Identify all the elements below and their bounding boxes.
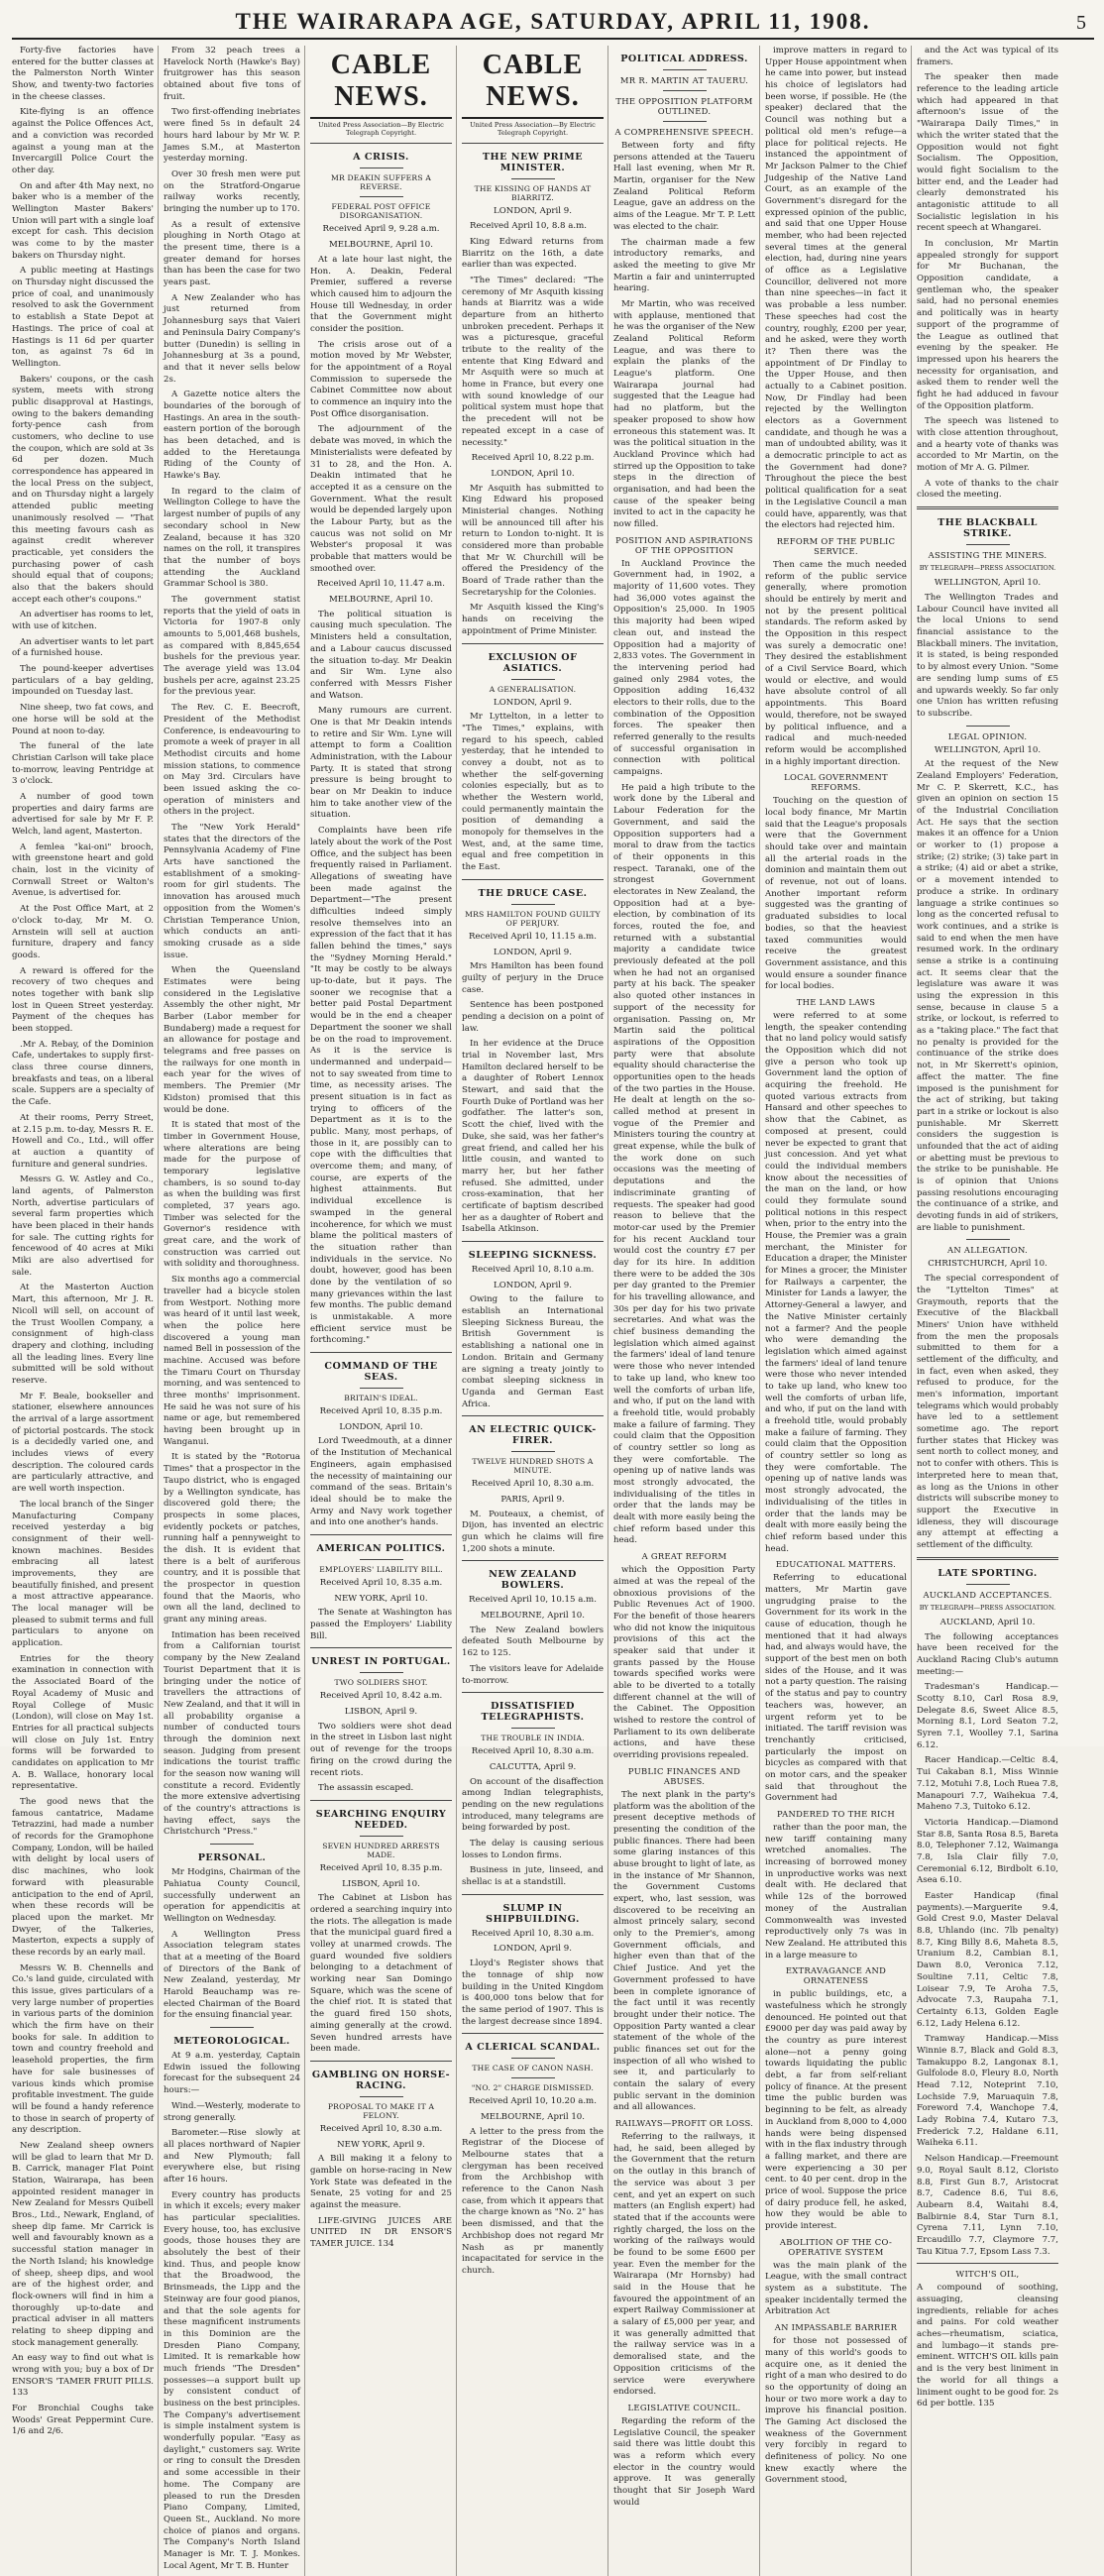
article-paragraph: Messrs W. B. Chennells and Co.'s land guide, circulated with this issue, gives particulars of a very large number of properties in various parts of the dominion which the firm have on their books for sale. In addition to town and country freehold and leasehold properties, the firm have for sale businesses of various kinds which promise profitable investment. The guide will be found a handy reference to those in search of property of any description. [12, 1962, 154, 2136]
place-dateline: WELLINGTON, April 10. [934, 578, 1042, 589]
article-paragraph: The crisis arose out of a motion moved by Mr Webster, for the appointment of a Royal Commission to supersede the Cabinet Committee now about to commence an inquiry into the Post Office disorganisation. [310, 339, 452, 419]
news-subheadline: THE KISSING OF HANDS AT BIARRITZ. [474, 184, 592, 203]
separator-rule [462, 1560, 604, 1561]
subheading: POSITION AND ASPIRATIONS OF THE OPPOSITION [615, 534, 753, 555]
place-dateline: NEW YORK, April 10. [334, 1593, 428, 1604]
article-paragraph: Complaints have been rife lately about the work of the Post Office, and the subject has been frequently raised in Parliament. Allegations of sweating have been made against the Department—"The present difficulties indeed simply resolve themselves into an expression of the fact that it has fallen behind the times," says the "Sydney Morning Herald." "It may be costly to be always up-to-date, but it pays. The sooner we recognise that a better paid Postal Department would be in the end a cheaper Department the sooner we shall be on the road to improvement. As it is the service is undermanned and underpaid—not to say sweated from time to time, as necessity arises. The present situation is in fact as trying to officers of the Department as it is to the public. Many, most perhaps, of those in it, are possibly can to cope with the difficulties that overcome them; and many, of course, are experts of the highest attainments. But individual excellence is swamped in the general incoherence, for which we must blame the political masters of the situation rather than individuals in the service. No doubt, however, good has been done by the ventilation of so many grievances within the last few months. The public demand is unmistakable. A more efficient service must be forthcoming." [310, 826, 452, 1346]
news-headline: SLEEPING SICKNESS. [468, 1250, 598, 1262]
separator-rule [360, 1559, 403, 1560]
column-6 [765, 46, 907, 2576]
received-dateline: Received April 10, 8.30 a.m. [471, 1479, 595, 1490]
article-paragraph: Many rumours are current. One is that Mr Deakin intends to retire and Sir Wm. Lyne will attempt to form a Coalition Administration, with the Labour Party. It is stated that strong pressure is being brought to bear on Mr Deakin to induce him to take another view of the situation. [310, 706, 452, 821]
subheading: LOCAL GOVERNMENT REFORMS. [784, 772, 888, 793]
article-paragraph: Racer Handicap.—Celtic 8.4, Tui Cakaban 8.1, Miss Winnie 7.12, Motuhi 7.8, Loch Ruea 7.8, Manapouri 7.7, Waihekua 7.4, Maheno 7.3, Tuitoko 6.12. [917, 1755, 1059, 1813]
news-subheadline: A GENERALISATION. [489, 684, 577, 694]
column-7 [917, 46, 1058, 2576]
article-paragraph: The following acceptances have been received for the Auckland Racing Club's autumn meeting:— [917, 1631, 1058, 1677]
article-paragraph: Mr Martin, who was received with applause, mentioned that he was the organiser of the New Zealand Political Reform League, and was there to explain the planks of the League's platform. One Wairarapa journal had suggested that the League had had no platform, but the speaker proposed to show how erroneous this statement was. It was the political situation in the Auckland Province which had stirred up the Opposition to take steps in the direction of organisation, and had been the cause of the speaker being invited to act in the capacity he now filled. [613, 298, 755, 529]
article-paragraph: Forty-five factories have entered for the butter classes at the Palmerston North Winter Show, and twenty-two factories in the cheese classes. [12, 46, 154, 102]
article-paragraph: In her evidence at the Druce trial in November last, Mrs Hamilton declared herself to be a daughter of Robert Lennox Stewart, and said that the Fourth Duke of Portland was her godfather. The latter's son, Scott the chief, lived with the Duke, she said, was her father's great friend, and called her his little cousin, and wanted to marry her, but her father refused. She admitted, under cross-examination, that her certificate of baptism described her as a daughter of Robert and Isabella Atkinson. [462, 1039, 604, 1235]
article-paragraph: From 32 peach trees a Havelock North (Hawke's Bay) fruitgrower has this season obtained about five tons of fruit. [164, 46, 300, 102]
place-dateline: LONDON, April 9. [494, 697, 572, 708]
article-paragraph: An advertiser wants to let part of a furnished house. [12, 636, 154, 659]
news-subheadline: THE TROUBLE IN INDIA. [481, 1734, 585, 1743]
place-dateline: LONDON, April 9. [494, 1944, 572, 1955]
article-paragraph: The Wellington Trades and Labour Council have invited all the local Unions to send financial assistance to the Blackball miners. The invitation, it is stated, is being responded to by almost every Union. "Some are sending lump sums of £5 and upwards weekly. So far only one Union has written refusing to subscribe. [917, 593, 1058, 719]
subheading: EXTRAVAGANCE AND ORNATENESS [785, 1965, 887, 1986]
article-paragraph: The good news that the famous cantatrice, Madame Tetrazzini, had made a number of records for the Gramophone Company, London, will be hailed with delight by local users of disc machines, who look forward with pleasurable anticipation to the end of April, when these records will be placed upon the market. Mr Dwyer, of the Talkeries, Masterton, expects a supply of these records by an early mail. [12, 1797, 154, 1958]
separator-rule [917, 2263, 1058, 2264]
separator-rule [360, 196, 403, 197]
news-subheadline: SEVEN HUNDRED ARRESTS MADE. [322, 1841, 440, 1859]
place-dateline: LONDON, April 9. [494, 1280, 572, 1290]
place-dateline: LONDON, April 9. [494, 206, 572, 217]
received-dateline: Received April 10, 11.47 a.m. [317, 579, 445, 590]
place-dateline: NEW YORK, April 9. [337, 2139, 425, 2150]
received-dateline: Received April 10, 8.22 p.m. [471, 453, 595, 464]
separator-rule [462, 1692, 604, 1693]
article-paragraph: At the Post Office Mart, at 2 o'clock to-day, Mr M. O. Arnstein will sell at auction furniture, drapery and fancy goods. [12, 904, 154, 960]
article-paragraph: It is stated by the "Rotorua Times" that a prospector in the Taupo district, who is engaged by a Wellington syndicate, has discovered gold there; the prospects in some places, evidently pockets or patches, running half a pennyweight to the dish. It is evident that there is a belt of auriferous country, and it is possible that the prospector in question found that the Maoris, who own all the land, declined to grant any mining areas. [164, 1452, 300, 1625]
place-dateline: MELBOURNE, April 10. [329, 240, 433, 251]
news-headline: A CLERICAL SCANDAL. [465, 2042, 601, 2054]
separator-rule [310, 1534, 452, 1535]
article-paragraph: Bakers' coupons, or the cash system, meets with strong public disapproval at Hastings, owing to the bakers demanding forty-pence cash from customers, who decline to use the coupon, which are sold at 3s 6d per dozen. Much correspondence has appeared in the local Press on the subject, and on Thursday night a largely attended public meeting unanimously resolved — "That this meeting favours cash as against credit wherever practicable, yet considers the purchasing power of cash should equal that of coupons; also that the bakers should accept each other's coupons." [12, 374, 154, 605]
article-paragraph: The funeral of the late Christian Carlson will take place to-morrow, leaving Pentridge at 3 o'clock. [12, 741, 154, 787]
article-paragraph: Between forty and fifty persons attended at the Taueru Hall last evening, when Mr R. Martin, organiser for the New Zealand Political Reform League, gave an address on the aims of the League. Mr T. P. Lett was elected to the chair. [613, 141, 755, 232]
article-paragraph: The adjournment of the debate was moved, in which the Ministerialists were defeated by 31 to 28, and the Hon. A. Deakin intimated that he accepted it as a censure on the Government. What the result would be depended largely upon the Labour Party, but as the caucus was not solid on Mr Webster's proposal it was probable that matters would be smoothed over. [310, 424, 452, 574]
separator-rule [360, 1388, 403, 1389]
received-dateline: Received April 10, 8.30 a.m. [471, 1928, 595, 1939]
place-dateline: MELBOURNE, April 10. [481, 2111, 585, 2122]
subheading: A COMPREHENSIVE SPEECH. [614, 127, 754, 137]
section-heading: METEOROLOGICAL. [173, 2036, 290, 2048]
article-paragraph: Owing to the failure to establish an International Sleeping Sickness Bureau, the British Government is establishing a national one in London. Britain and Germany are signing a treaty jointly to combat sleeping sickness in Uganda and German East Africa. [462, 1294, 604, 1409]
news-headline: NEW ZEALAND BOWLERS. [489, 1569, 577, 1592]
article-paragraph: The visitors leave for Adelaide to-morrow. [462, 1663, 604, 1686]
article-paragraph: Mr F. Beale, bookseller and stationer, elsewhere announces the arrival of a large assortment of pictorial postcards. The stock is a decidedly varied one, and includes views of every description. The coloured cards are particularly attractive, and are well worth inspection. [12, 1391, 154, 1495]
news-headline: THE DRUCE CASE. [478, 887, 588, 899]
news-headline: A CRISIS. [353, 152, 409, 164]
news-subheadline: PROPOSAL TO MAKE IT A FELONY. [327, 2101, 435, 2120]
subheading: LEGAL OPINION. [947, 730, 1028, 741]
article-paragraph: A Wellington Press Association telegram states that at a meeting of the Board of Directors of the Bank of New Zealand, yesterday, Mr Harold Beauchamp was re-elected Chairman of the Board for the ensuing financial year. [164, 1929, 300, 2021]
separator-rule [511, 679, 555, 680]
subheading: EDUCATIONAL MATTERS. [775, 1559, 897, 1570]
place-dateline: LONDON, April 10. [339, 1421, 423, 1432]
article-paragraph: The special correspondent of the "Lyttelton Times" at Graymouth, reports that the Executive of the Blackball Miners' Union have withheld from the men the proposals submitted to them for a settlement of the difficulty, and in fact, even when asked, they refused to produce, for the men's information, important telegrams which would probably have led to a settlement sometime ago. The report further states that Hickey was sent north to collect money, and not to confer with others. This is interpreted here to mean that, as long as the Unions in other districts will subscribe money to support the Executive in idleness, they will discourage any attempt at effecting a settlement of the difficulty. [917, 1274, 1058, 1550]
section-heading: THE BLACKBALL STRIKE. [938, 517, 1038, 540]
article-paragraph: New Zealand sheep owners will be glad to learn that Mr D. B. Carrick, manager Flat Point Station, Wairarapa, has been appointed resident manager in New Zealand for Messrs Quibell Bros., Ltd., Newark, England, of sheep dip fame. Mr Carrick is well and favourably known as a successful station manager in the North Island; his knowledge of sheep, sheep dips, and wool are of the highest order, and flock-owners will find in him a thoroughly up-to-date and practical adviser in all matters relating to sheep dipping and stock management generally. [12, 2140, 154, 2348]
separator-rule [462, 1415, 604, 1416]
article-paragraph: Referring to the railways, it had, he said, been alleged by the Government that the return on the outlay in this branch of the service was about 3 per cent, and yet an expert on such matters (an English expert) had stated that if the accounts were rightly charged, the loss on the working of the railways would be found to be some £600 per year. Even the member for the Wairarapa (Mr Hornsby) had said in the House that he favoured the appointment of an expert Railway Commissioner at a salary of £5,000 per year, and it was generally admitted that the railway service was in a demoralised state, and the Opposition criticisms of the service were everywhere endorsed. [613, 2132, 755, 2398]
article-paragraph: Victoria Handicap.—Diamond Star 8.8, Santa Rosa 8.5, Bareta 8.0, Telephoner 7.12, Waimanga 7.8, Isla Clair filly 7.0, Ceremonial 6.12, Birdbolt 6.10, Asea 6.10. [917, 1817, 1058, 1886]
article-paragraph: was the main plank of the League, with the small contract system as a substitute. The speaker incidentally termed the Arbitration Act [765, 2260, 907, 2317]
article-paragraph: Touching on the question of local body finance, Mr Martin said that the League's proposals were that the Government should take over and maintain all the arterial roads in the dominion and maintain them out of revenue, not out of loans. Another important reform suggested was the granting of graduated subsidies to local bodies, so that the heaviest taxed communities would receive the greatest Government assistance, and this would ensure a sounder finance for local bodies. [765, 796, 907, 992]
article-paragraph: Then came the much needed reform of the public service generally, where promotion should be entirely by merit and not by the present political standards. The reform asked by the Opposition in this respect was surely a democratic one! They desired the establishment of a Civil Service Board, which would or elective, and would have absolute control of all appointments. This Board would, therefore, not be swayed by political influence, and a radical and much-needed reform would be accomplished in a highly important direction. [765, 559, 907, 767]
separator-rule [663, 69, 707, 70]
separator-rule [966, 1239, 1010, 1240]
article-paragraph: Every country has products in which it excels; every maker has particular specialities. Every house, too, has exclusive goods, those houses they are absolutely the best of their kind. Thus, and people know that the Broadwood, the Brinsmeads, the Lipp and the Steinway are four good pianos, and that the sole agents for these magnificent instruments in this Dominion are the Dresden Piano Company, Limited. It is remarkable how much friends "The Dresden" possesses—a support built up by consistent conduct of business on the best principles. The Company's advertisement is simple instalment system is wonderfully popular. "Easy as daylight," customers say. Write or ring to consult the Dresden and some accessible in their home. The Company are pleased to run the Dresden Piano Company, Limited, Queen St., Auckland. No more choice of pianos and organs. The Company's North Island Manager is Mr. T. J. Monkes. Local Agent, Mr T. B. Hunter [164, 2189, 300, 2571]
news-subheadline: MRS HAMILTON FOUND GUILTY OF PERJURY. [465, 909, 601, 928]
section-heading: PERSONAL. [197, 1852, 267, 1864]
subheading: LEGISLATIVE COUNCIL. [627, 2402, 741, 2412]
advertisement: An easy way to find out what is wrong with you; buy a box of Dr ENSOR'S 'TAMER FRUIT PILLS. 133 [12, 2353, 154, 2399]
separator-rule [966, 1584, 1010, 1585]
subheading: ASSISTING THE MINERS. [928, 550, 1048, 561]
separator-rule [462, 2033, 604, 2034]
article-paragraph: Intimation has been received from a Californian tourist company by the New Zealand Tourist Department that it is bringing under the notice of travellers the attractions of New Zealand, and that it will in all probability organise a number of conducted tours through the dominion next season. Judging from present indications the tourist traffic for the season now waning will constitute a record. Evidently the more extensive advertising of the country's attractions is having effect, says the Christchurch "Press." [164, 1629, 300, 1838]
article-paragraph: A letter to the press from the Registrar of the Diocese of Melbourne states that a clergyman has been received from the Archbishop with reference to the Canon Nash case, from which it appears that the charge known as "No. 2" has been dismissed, and that the Archbishop does not regard Mr Nash as pr manently incapacitated for service in the church. [462, 2126, 604, 2276]
subheading: ABOLITION OF THE CO-OPERATIVE SYSTEM [779, 2236, 893, 2257]
article-paragraph: A public meeting at Hastings on Thursday night discussed the price of coal, and unanimously resolved to ask the Government to establish a State Depot at Hastings. The price of coal at Hastings is 11 6d per quarter ton, as against 7s 6d in Wellington. [12, 266, 154, 369]
article-paragraph: Two soldiers were shot dead in the street in Lisbon last night out of revenge for the troops firing on the crowd during the recent riots. [310, 1721, 452, 1778]
separator-rule [360, 1836, 403, 1837]
received-dateline: Received April 10, 11.15 a.m. [469, 931, 597, 942]
separator-rule [511, 904, 555, 905]
article-paragraph: "The Times" declared: "The ceremony of Mr Asquith kissing hands at Biarritz was a wide departure from an hitherto unbroken precedent. Perhaps it was a picturesque, graceful tribute to the reality of the entente that King Edward and Mr Asquith were so much at home in France, but every one with sound knowledge of our political system must hope that the precedent will not be repeated except in a case of necessity." [462, 275, 604, 448]
separator-rule [511, 1451, 555, 1452]
article-paragraph: Kite-flying is an offence against the Police Offences Act, and a conviction was recorded against a young man at the Invercargill Police Court the other day. [12, 107, 154, 175]
article-paragraph: Tramway Handicap.—Miss Winnie 8.7, Black and Gold 8.3, Tamakuppo 8.2, Langonax 8.1, Gulfolode 8.0, Fleury 8.0, North Head 7.12, Noteprint 7.10, Lochside 7.9, Maruaquin 7.8, Foreword 7.4, Wanchope 7.4, Lady Robina 7.4, Kutaro 7.3, Frederick 7.2, Haldane 6.11, Waiheka 6.11. [917, 2034, 1058, 2149]
article-paragraph: In Auckland Province the Government had, in 1902, a majority of 11,600 votes. They had 36,000 votes against the Opposition's 25,000. In 1905 this majority had been wiped clean out, and instead the Opposition had a majority of 2,833 votes. The Government in the intervening period had gained only 2984 votes, the Opposition adding 16,432 electors to their rolls, due to the combination of the Opposition forces. The speaker then referred generally to the results of successful organisation in connection with political campaigns. [613, 558, 755, 778]
wire-credit: BY TELEGRAPH—PRESS ASSOCIATION. [919, 564, 1056, 573]
article-paragraph: A vote of thanks to the chair closed the meeting. [917, 478, 1058, 501]
article-paragraph: When the Queensland Estimates were being considered in the Legislative Assembly the other night, Mr Barber (Labor member for Bundaberg) made a request for an allowance for postage and telegrams and free passes on the railways for one month in each year for the wives of members. The Premier (Mr Kidston) promised that this would be done. [164, 965, 300, 1115]
subheading: AUCKLAND ACCEPTANCES. [923, 1589, 1052, 1600]
article-paragraph: and the Act was typical of its framers. [917, 46, 1058, 67]
article-paragraph: He paid a high tribute to the work done by the Liberal and Labour Federation for the Government, and said the Opposition supporters had a moral to draw from the tactics of their opponents in this respect. Taranaki, one of the strongest Government electorates in New Zealand, the Opposition had at a bye-election, by combination of its forces, routed the foe, and returned with a substantial majority a candidate twice previously defeated at the poll when he had not an organised party at his back. The speaker also quoted other instances in support of the necessity for organisation. Passing on, Mr Martin said the political aspirations of the Opposition party were that absolute equality should characterise the opportunities open to the heads of the two parties in the House. He dealt at length on the so-called method at present in vogue of the Premier and Ministers touring the country at great expense, while the bulk of the work done on such occasions was the meeting of deputations and the indiscriminate granting of requests. The speaker had good reason to believe that the motor-car used by the Premier for his recent Auckland tour would cost the country £7 per day for its hire. In addition there were to be added the 30s per day granted to the Premier for his travelling allowance, and 30s per day for his two private secretaries. And what was the chief business demanding the legislation which aimed against the farmers' ideal of land tenure were those who never intended to take up land, who knew too well the comforts of urban life, and who, if put on the land with a freehold title, would probably make a failure of farming. They could claim that the Opposition of country settler so long as they were comfortable. The opening up of native lands was most strongly advocated, the individualising of the titles in order that the lands may be dealt with more easily being the chief reform based under this head. [613, 782, 755, 1546]
article-paragraph: Tradesman's Handicap.—Scotty 8.10, Carl Rosa 8.9, Delegate 8.6, Sweet Alice 8.5, Morning 8.1, Lord Seaton 7.2, Syren 7.1, Woolley 7.1, Sarina 6.12. [917, 1682, 1058, 1750]
article-paragraph: The speaker then made reference to the leading article which had appeared in that afternoon's issue of the "Wairarapa Daily Times," in which the writer stated that the Opposition would not fight Socialism. The Opposition, would fight Socialism to the bitter end, and the Leader had clearly demonstrated his antagonistic attitude to all Socialistic legislation in his recent speech at Whangarei. [917, 72, 1058, 234]
place-dateline: WELLINGTON, April 10. [934, 744, 1042, 755]
news-subheadline: TWELVE HUNDRED SHOTS A MINUTE. [472, 1457, 594, 1476]
article-paragraph: The delay is causing serious losses to London firms. [462, 1839, 604, 1860]
separator-rule [310, 1800, 452, 1801]
news-headline: EXCLUSION OF ASIATICS. [488, 651, 578, 674]
article-paragraph: A Bill making it a felony to gamble on horse-racing in New York State was defeated in the Senate, 25 voting for and 25 against the measure. [310, 2154, 452, 2211]
article-paragraph: It is stated that most of the timber in Government House, where alterations are being made for the purpose of temporary legislative chambers, is so sound to-day as when the building was first completed, 37 years ago. Timber was selected for the Governor's residence with great care, and the work of construction was carried out with solidity and thoroughness. [164, 1120, 300, 1270]
separator-rule [310, 2061, 452, 2062]
news-headline: AMERICAN POLITICS. [316, 1542, 446, 1554]
separator-rule [360, 1672, 403, 1673]
wire-credit: United Press Association—By Electric Telegraph Copyright. [318, 121, 444, 138]
received-dateline: Received April 10, 8.35 p.m. [319, 1406, 443, 1417]
article-paragraph: As a result of extensive ploughing in North Otago at the present time, there is a greater demand for horses than has been the case for two years past. [164, 219, 300, 288]
received-dateline: Received April 10, 10.20 a.m. [469, 2096, 597, 2107]
received-dateline: Received April 9, 9.28 a.m. [322, 224, 440, 235]
article-paragraph: Nine sheep, two fat cows, and one horse will be sold at the Pound at noon to-day. [12, 703, 154, 736]
news-subheadline: THE CASE OF CANON NASH. [472, 2064, 594, 2073]
news-headline: COMMAND OF THE SEAS. [324, 1361, 438, 1384]
place-dateline: LISBON, April 9. [344, 1707, 418, 1718]
column-4-cable-news [462, 46, 604, 2576]
article-paragraph: Over 30 fresh men were put on the Stratford-Ongarue railway works recently, bringing the number up to 170. [164, 168, 300, 214]
cable-news-header: CABLE NEWS. [310, 46, 452, 119]
separator-rule [511, 1728, 555, 1729]
article-paragraph: The Senate at Washington has passed the Employers' Liability Bill. [310, 1608, 452, 1641]
article-paragraph: On and after 4th May next, no baker who is a member of the Wellington Master Bakers' Union will part with a single loaf except for cash. This decision was come to by the master bakers on Thursday night. [12, 180, 154, 261]
separator-rule [663, 121, 707, 122]
separator-rule [210, 1844, 254, 1845]
article-paragraph: A reward is offered for the recovery of two cheques and notes together with bank slip lost in Queen Street yesterday. Payment of the cheques has been stopped. [12, 965, 154, 1034]
place-dateline: LONDON, April 10. [491, 468, 575, 479]
column-2 [164, 46, 300, 2576]
subheading: A GREAT REFORM [641, 1551, 727, 1562]
separator-rule [462, 1241, 604, 1242]
separator-rule [310, 1352, 452, 1353]
advertisement: For Bronchial Coughs take Woods' Great Peppermint Cure. 1/6 and 2/6. [12, 2404, 154, 2437]
article-paragraph: which the Opposition Party aimed at was the repeal of the obnoxious provisions of the Public Revenues Act of 1900. For the benefit of those hearers who did not know the iniquitous provisions of this act the speaker said that under it grants passed by the House towards specified works were able to be diverted to a totally different channel at the will of the Cabinet. The Opposition wished to restore the control of Parliament to its own deliberate actions, and have these overriding provisions repealed. [613, 1565, 755, 1761]
article-paragraph: At 9 a.m. yesterday, Captain Edwin issued the following forecast for the subsequent 24 hours:— [164, 2051, 300, 2096]
news-headline: SEARCHING ENQUIRY NEEDED. [315, 1808, 447, 1831]
news-headline: UNREST IN PORTUGAL. [311, 1656, 451, 1668]
subheading: MR R. MARTIN AT TAUERU. [619, 75, 749, 85]
article-paragraph: LIFE-GIVING JUICES ARE UNITED IN DR ENSOR'S TAMER JUICE. 134 [310, 2215, 452, 2250]
place-dateline: CALCUTTA, April 9. [489, 1761, 577, 1772]
article-paragraph: Lloyd's Register shows that the tonnage of ship now building in the United Kingdom is 400,000 tons below that for the same period of 1907. This is the largest decrease since 1894. [462, 1959, 604, 2027]
article-paragraph: Messrs G. W. Astley and Co., land agents, of Palmerston North, advertise particulars of several farm properties which have been placed in their hands for sale. The cutting rights for fencewood of 40 acres at Miki Miki are also advertised for sale. [12, 1175, 154, 1278]
column-3-cable-news [310, 46, 452, 2576]
wire-credit: BY TELEGRAPH—PRESS ASSOCIATION. [919, 1603, 1056, 1612]
article-paragraph: The speech was listened to with close attention throughout, and a hearty vote of thanks was accorded to Mr Martin, on the motion of Mr A. G. Pilmer. [917, 416, 1058, 474]
article-paragraph: At their rooms, Perry Street, at 2.15 p.m. to-day, Messrs R. E. Howell and Co., Ltd., will offer at auction a quantity of furniture and general sundries. [12, 1112, 154, 1170]
article-paragraph: In conclusion, Mr Martin appealed strongly for support for Mr Buchanan, the Opposition candidate, a gentleman who, the speaker said, had no personal enemies and politically was in hearty support of the programme of the League as outlined that evening by the speaker. He impressed upon his hearers the necessity for organisation, and asked them to render well the fight he had adduced in favour of the Opposition platform. [917, 239, 1058, 411]
article-paragraph: in public buildings, etc, a wastefulness which he strongly denounced. He pointed out that £9000 per day was paid away by the country as pure interest alone—not a penny going towards liquidating the public debt, a far from self-reliant policy of finance. At the present time the public burden was beginning to be felt, as already in Auckland from 8,000 to 4,000 hands were being dispensed with in the flax industry through a falling market, and there are were experiencing a 30 per cent. to 40 per cent. drop in the price of wool. Suppose the price of dairy produce fell, he asked, how they would be able to provide interest. [765, 1989, 907, 2231]
article-paragraph: The pound-keeper advertises particulars of a bay gelding, impounded on Tuesday last. [12, 664, 154, 698]
news-headline: SLUMP IN SHIPBUILDING. [486, 1902, 580, 1925]
article-paragraph: On account of the disaffection among Indian telegraphists, pending on the new regulations introduced, many telegrams are being forwarded by post. [462, 1776, 604, 1834]
columns [12, 46, 1094, 2571]
advertisement-heading: WITCH'S OIL, [955, 2269, 1020, 2280]
received-dateline: Received April 10, 8.42 a.m. [319, 1691, 443, 1702]
separator-rule [917, 1557, 1058, 1560]
article-paragraph: At the request of the New Zealand Employers' Federation, Mr C. P. Skerrett, K.C., has given an opinion on section 15 of the Industrial Conciliation Act. He says that the section makes it an offence for a Union or worker to (1) propose a strike; (2) strike; (3) take part in a strike; (4) aid or abet a strike, or a movement intended to produce a strike. In ordinary language a strike continues so long as the concerted refusal to work continues, and a strike is said to end when the men have resumed work. In the ordinary sense a strike is a continuing act. It seems clear that the legislature was aware it was using the expression in this sense, because in clause 5 a strike, or lockout, is referred to as a "taking place." The fact that no penalty is provided for the continuance of the strike does not, in Mr Skerrett's opinion, affect the matter. The fine imposed is the punishment for the act of striking, but taking part in a strike or lockout is also punishable. Mr Skerrett considers the suggestion is unfounded that the act of aiding or abetting must be previous to the strike to be punishable. He is of opinion that Unions passing resolutions encouraging the continuance of a strike, and devoting funds in aid of strikers, are liable to punishment. [917, 759, 1059, 1233]
separator-rule [917, 506, 1058, 509]
article-paragraph: The assassin escaped. [318, 1783, 414, 1794]
masthead-title: THE WAIRARAPA AGE, SATURDAY, APRIL 11, 1908. [235, 9, 871, 34]
separator-rule [511, 178, 555, 179]
received-dateline: Received April 10, 8.35 a.m. [319, 1577, 443, 1588]
article-paragraph: Entries for the theory examination in connection with the Associated Board of the Royal Academy of Music and Royal College of Music (London), will close on May 1st. Entries for all practical subjects will close on July 1st. Entry forms will be forwarded to candidates on application to Mr A. B. Wallace, honorary local representative. [12, 1653, 154, 1792]
place-dateline: MELBOURNE, April 10. [329, 595, 433, 606]
article-paragraph: .Mr A. Rebay, of the Dominion Cafe, undertakes to supply first-class three course dinners, breakfasts and teas, on a liberal scale. Suppers are a specialty of the Cafe. [12, 1039, 154, 1108]
article-paragraph: The government statist reports that the yield of oats in Victoria for 1907-8 only amounts to 5,001,468 bushels, as compared with 8,845,654 bushels for the previous year. The average yield was 13.04 bushels per acre, against 23.25 for the previous year. [164, 594, 300, 698]
separator-rule [462, 643, 604, 644]
article-paragraph: In regard to the claim of Wellington College to have the largest number of pupils of any secondary school in New Zealand, because it has 320 names on the roll, it transpires that the number of boys attending the Auckland Grammar School is 380. [164, 486, 300, 590]
subheading: AN IMPASSABLE BARRIER [774, 2322, 898, 2333]
separator-rule [462, 143, 604, 144]
received-dateline: Received April 10, 8.30 a.m. [471, 1746, 595, 1757]
article-paragraph: Sentence has been postponed pending a decision on a point of law. [462, 1000, 604, 1034]
news-headline: GAMBLING ON HORSE-RACING. [311, 2069, 451, 2091]
article-paragraph: Mr Asquith kissed the King's hands on receiving the appointment of Prime Minister. [462, 603, 604, 636]
article-paragraph: Wind.—Westerly, moderate to strong generally. [164, 2100, 300, 2123]
article-paragraph: Nelson Handicap.—Freemount 9.0, Royal Sault 8.12, Cloristo 8.8, First Gun 8.7, Aristocrat 8.7, Cadence 8.6, Tui 8.6, Aubearn 8.4, Waitahi 8.4, Balbirnie 8.4, Star Turn 8.1, Cyrena 7.11, Lynn 7.10, Ercaudillo 7.7, Claymore 7.7, Tau Kitua 7.7, Epsom Lass 7.3. [917, 2154, 1058, 2257]
article-paragraph: The local branch of the Singer Manufacturing Company received yesterday a big consignment of their well-known machines. Besides embracing all latest improvements, they are beautifully finished, and present a most attractive appearance. The local manager will be pleased to submit terms and full particulars to anyone on application. [12, 1499, 154, 1649]
separator-rule [511, 2077, 555, 2078]
subheading: AN ALLEGATION. [946, 1245, 1029, 1256]
article-paragraph: A number of good town properties and dairy farms are advertised for sale by Mr F. P. Welch, land agent, Masterton. [12, 791, 154, 837]
place-dateline: PARIS, April 9. [500, 1494, 565, 1505]
subheading: THE OPPOSITION PLATFORM OUTLINED. [615, 96, 753, 116]
article-paragraph: Mr Lyttelton, in a letter to "The Times," explains, with regard to his speech, cabled yesterday, that he intended to convey a doubt, not as to whether the self-governing colonies especially, but as to whether the Western world, could permanently maintain the position of demanding a monopoly for themselves in the West, and, at the same time, equal and free competition in the East. [462, 712, 604, 873]
column-1 [12, 46, 154, 2576]
place-dateline: LONDON, April 9. [494, 947, 572, 957]
article-paragraph: Easter Handicap (final payments).—Marguerite 9.4, Gold Crest 9.0, Master Delaval 8.8, Uhlando (inc. 7lb penalty) 8.7, King Billy 8.6, Maheta 8.5, Uranium 8.2, Cambian 8.1, Dawn 8.0, Veronica 7.12, Soultine 7.11, Celtic 7.8, Loisear 7.9, Te Aroha 7.5, Advocate 7.3, Raupaha 7.1, Certainty 6.13, Golden Eagle 6.12, Lady Helena 6.12. [917, 1891, 1058, 2029]
place-dateline: MELBOURNE, April 10. [481, 1611, 585, 1622]
masthead [12, 6, 1094, 40]
separator-rule [966, 544, 1010, 545]
subheading: PUBLIC FINANCES AND ABUSES. [627, 1765, 741, 1786]
news-headline: AN ELECTRIC QUICK-FIRER. [469, 1424, 597, 1447]
article-paragraph: Business in jute, linseed, and shellac is at a standstill. [462, 1865, 604, 1888]
article-paragraph: At the Masterton Auction Mart, this afternoon, Mr J. R. Nicoll will sell, on account of the Trust Woollen Company, a consignment of high-class drapery and clothing, including all the leading lines. Every line submitted will be sold without reserve. [12, 1283, 154, 1386]
subheading: REFORM OF THE PUBLIC SERVICE. [776, 535, 896, 556]
received-dateline: Received April 10, 8.10 a.m. [471, 1265, 595, 1276]
article-paragraph: were referred to at some length, the speaker contending that no land policy would satisfy the Opposition which did not give a person who took up Government land the option of acquiring the freehold. He quoted various extracts from Hansard and other speeches to show that the Cabinet, as composed at present, could never be expected to grant that just concession. And yet what could the individual members know about the necessities of the man on the land, or how could they formulate sound political notions in this respect when, prior to the entry into the House, the Premier was a grain merchant, the Minister for Education a draper, the Minister for Mines a grocer, the Minister for Railways a carpenter, the Minister for Lands a lawyer, the Attorney-General a lawyer, and the Native Minister certainly not a farmer? And the people who were demanding the legislation which aimed against the farmers' ideal of land tenure were those who never intended to take up land, who knew too well the comforts of urban life, and who, if put on the land with a freehold title, would probably make a failure of farming. They could claim that the Opposition of country settler so long as they were comfortable. The opening up of native lands was most strongly advocated, the individualising of the titles in order that the lands may be dealt with more easily being the chief reform based under this head. [765, 1010, 907, 1554]
article-paragraph: The Rev. C. E. Beecroft, President of the Methodist Conference, is endeavouring to promote a week of prayer in all Methodist circuits and home mission stations, to commence on May 3rd. Circulars have been issued asking the co-operation of ministers and others in the project. [164, 703, 300, 818]
article-paragraph: The New Zealand bowlers defeated South Melbourne by 162 to 125. [462, 1624, 604, 1659]
article-paragraph: The political situation is causing much speculation. The Ministers held a consultation, and a Labour caucus discussed the situation to-day. Mr Deakin and Sir Wm. Lyne also conferred with Messrs Fisher and Watson. [310, 609, 452, 701]
article-paragraph: Mr Hodgins, Chairman of the Pahiatua County Council, successfully underwent an operation for appendicitis at Wellington on Wednesday. [164, 1867, 300, 1924]
article-paragraph: Received April 10, 8.8 a.m. [470, 221, 587, 232]
news-subheadline: MR DEAKIN SUFFERS A REVERSE. [330, 173, 432, 192]
advertisement: A compound of soothing, assuaging, cleansing ingredients, reliable for aches and pains. For cold weather aches—rheumatism, sciatica, and lumbago—it stands pre-eminent. WITCH'S OIL kills pain and is the very best liniment in the world for all things a liniment ought to be good for. 2s 6d per bottle. 135 [917, 2283, 1058, 2409]
article-paragraph: Mrs Hamilton has been found guilty of perjury in the Druce case. [462, 961, 604, 995]
separator-rule [966, 726, 1010, 727]
wire-credit: United Press Association—By Electric Telegraph Copyright. [470, 121, 596, 138]
article-paragraph: A femlea "kai-oni" brooch, with greenstone heart and gold chain, lost in the vicinity of Cornwall Street or Walton's Avenue, is advertised for. [12, 841, 154, 899]
received-dateline: Received April 10, 8.30 a.m. [319, 2123, 443, 2134]
separator-rule [210, 2027, 254, 2028]
separator-rule [462, 879, 604, 880]
place-dateline: LISBON, April 10. [342, 1878, 420, 1889]
article-paragraph: M. Pouteaux, a chemist, of Dijon, has invented an electric gun which he claims will fire 1,200 shots a minute. [462, 1509, 604, 1554]
article-paragraph: At a late hour last night, the Hon. A. Deakin, Federal Premier, suffered a reverse which caused him to adjourn the House till Wednesday, in order that the Government might consider the position. [310, 254, 452, 334]
separator-rule [462, 1894, 604, 1895]
separator-rule [310, 1647, 452, 1648]
place-dateline: AUCKLAND, April 10. [939, 1617, 1036, 1627]
article-paragraph: Regarding the reform of the Legislative Council, the speaker said there was little doubt this was a reform which every elector in the country would approve. It was generally thought that Sir Joseph Ward would [613, 2415, 755, 2508]
article-paragraph: An advertiser has rooms to let, with use of kitchen. [12, 610, 154, 631]
separator-rule [663, 90, 707, 91]
article-paragraph: Two first-offending inebriates were fined 5s in default 24 hours hard labour by Mr W. P. James S.M., at Masterton yesterday morning. [164, 107, 300, 165]
article-paragraph: Six months ago a commercial traveller had a bicycle stolen from Westport. Nothing more was heard of it until last week, when the police here discovered a young man named Bell in possession of the machine. Accused was before the Timaru Court on Thursday morning, and was sentenced to three months' imprisonment. He said he was not sure of his name or age, but remembered having been brought up in Wanganui. [164, 1275, 300, 1447]
news-subheadline: EMPLOYERS' LIABILITY BILL. [319, 1564, 443, 1574]
news-headline: DISSATISFIED TELEGRAPHISTS. [481, 1701, 585, 1724]
article-paragraph: for those not possessed of many of this world's goods to acquire one, as it denied the right of a man who desired to do so the opportunity of doing an hour or two more work a day to improve his financial position. The Gaming Act disclosed the weakness of the Government very forcibly in regard to definiteness of policy. No one knew exactly where the Government stood, [765, 2336, 907, 2486]
article-paragraph: A New Zealander who has just returned from Johannesburg says that Vaieri and Peninsula Dairy Company's butter (Dunedin) is selling in Johannesburg at 3s a pound, and that it never sells below 2s. [164, 292, 300, 385]
section-heading: POLITICAL ADDRESS. [620, 54, 748, 64]
article-paragraph: Referring to educational matters, Mr Martin gave ungrudging praise to the Government for its work in the cause of education, though he mentioned that it had always had, and always would have, the support of the best men on both sides of the House, and it was not a party question. The raising of the status and pay to country teachers was, however, an urgent reform yet to be initiated. The tariff revision was trenchantly criticised, particularly the impost on bicycles as compared with that on motor cars, and the speaker said that throughout the Government had [765, 1573, 907, 1804]
article-paragraph: The "New York Herald" states that the directors of the Pennsylvania Academy of Fine Arts have sanctioned the establishment of a smoking-room for girl students. The innovation has aroused much opposition from the Women's Christian Temperance Union, which conducts an anti-smoking crusade as a side issue. [164, 823, 300, 960]
article-paragraph: The Cabinet at Lisbon has ordered a searching inquiry into the riots. The allegation is made that the municipal guard fired a volley at unarmed crowds. The guard wounded five soldiers belonging to a detachment of working near San Domingo Square, which was the scene of the chief riot. It is stated that the guard fired 150 shots, aiming generally at the crowd. Seven hundred arrests have been made. [310, 1893, 452, 2055]
article-paragraph: Barometer.—Rise slowly at all places northward of Napier and New Plymouth; fall everywhere else, but rising after 16 hours. [164, 2128, 300, 2184]
place-dateline: CHRISTCHURCH, April 10. [928, 1259, 1048, 1270]
news-subheadline: "NO. 2" CHARGE DISMISSED. [471, 2083, 595, 2093]
cable-news-header: CABLE NEWS. [462, 46, 604, 119]
article-paragraph: Mr Asquith has submitted to King Edward his proposed Ministerial changes. Nothing will be announced till after his return to London to-night. It is considered more than probable that Mr W. Churchill will be offered the Presidency of the Board of Trade rather than the Secretaryship for the Colonies. [462, 483, 604, 598]
received-dateline: Received April 10, 10.15 a.m. [469, 1595, 597, 1606]
subheading: RAILWAYS—PROFIT OR LOSS. [614, 2118, 754, 2129]
separator-rule [310, 143, 452, 144]
news-subheadline: BRITAIN'S IDEAL. [344, 1394, 418, 1403]
news-subheadline: TWO SOLDIERS SHOT. [334, 1678, 428, 1688]
article-paragraph: A Gazette notice alters the boundaries of the borough of Hastings. An area in the south-eastern portion of the borough has been detached, and is added to the Heretaunga Riding of the County of Hawke's Bay. [164, 390, 300, 482]
subheading: PANDERED TO THE RICH [777, 1809, 895, 1819]
article-paragraph: The chairman made a few introductory remarks, and asked the meeting to give Mr Martin a fair and uninterrupted hearing. [613, 237, 755, 294]
section-heading: LATE SPORTING. [938, 1567, 1038, 1579]
separator-rule [511, 2058, 555, 2059]
separator-rule [360, 2096, 403, 2097]
column-5-political-address [613, 46, 755, 2576]
article-paragraph: improve matters in regard to Upper House appointment when he came into power, but instead his choice of legislators had been worse, if possible. He (the speaker) declared that the Council was nothing but a political old men's refuge—a place for political rejects. He instanced the appointment of Mr Jackson Palmer to the Chief Judgeship of the Native Land Court, as an example of the Government's disregard for the expressed opinion of the public, and said that one Upper House member, who had been rejected several times at the general election, had, during nine years of office as a Legislative Councillor, delivered not more than nine speeches—in fact it was probable a less number. These speeches had cost the country, roughly, £200 per year, and he asked, were they worth it? Then there was the appointment of Dr Findlay to the Upper House, and then actually to a Cabinet position. Now, Dr Findlay had been rejected by the Wellington electors as a Government candidate, and though he was a man of undoubted ability, was it a democratic principle to act as the Government had done? Throughout the piece the best political qualification for a seat in the Legislative Council a man could have, apparently, was that the electors had rejected him. [765, 46, 907, 531]
news-headline: THE NEW PRIME MINISTER. [482, 152, 584, 174]
article-paragraph: King Edward returns from Biarritz on the 16th, a date earlier than was expected. [462, 236, 604, 271]
article-paragraph: The next plank in the party's platform was the abolition of the present deceptive methods of presenting the condition of the public finances. There had been some glaring instances of this abuse brought to light of late, as in the instance of Mr Shannon, the Government Customs expert, who, last session, was discovered to be receiving an almost princely salary, second only to the Premier's, among Government officials, and higher even than that of the Chief Justice. And yet the Government professed to have been in complete ignorance of the fact until it was recently brought under their notice. The Opposition Party wanted a clear statement of the whole of the public finances set out for the inspection of all who wished to see it, and particularly to contain the salary of every public servant in the dominion and all allowances. [613, 1789, 755, 2113]
article-paragraph: Lord Tweedmouth, at a dinner of the Institution of Mechanical Engineers, again emphasised the necessity of maintaining our command of the seas. Britain's ideal should be to make the Army and Navy work together and into one another's hands. [310, 1436, 452, 1528]
news-subheadline: FEDERAL POST OFFICE DISORGANISATION. [331, 202, 431, 221]
page-number: 5 [1076, 12, 1086, 34]
received-dateline: Received April 10, 8.35 p.m. [319, 1862, 443, 1873]
subheading: THE LAND LAWS [796, 996, 876, 1007]
article-paragraph: rather than the poor man, the new tariff containing many wretched anomalies. The increasing of borrowed money in unproductive works was next dealt with. He declared that while 12s of the borrowed money of the Australian Commonwealth was invested reproductively only 7s was in New Zealand. He attributed this in a large measure to [765, 1823, 907, 1960]
